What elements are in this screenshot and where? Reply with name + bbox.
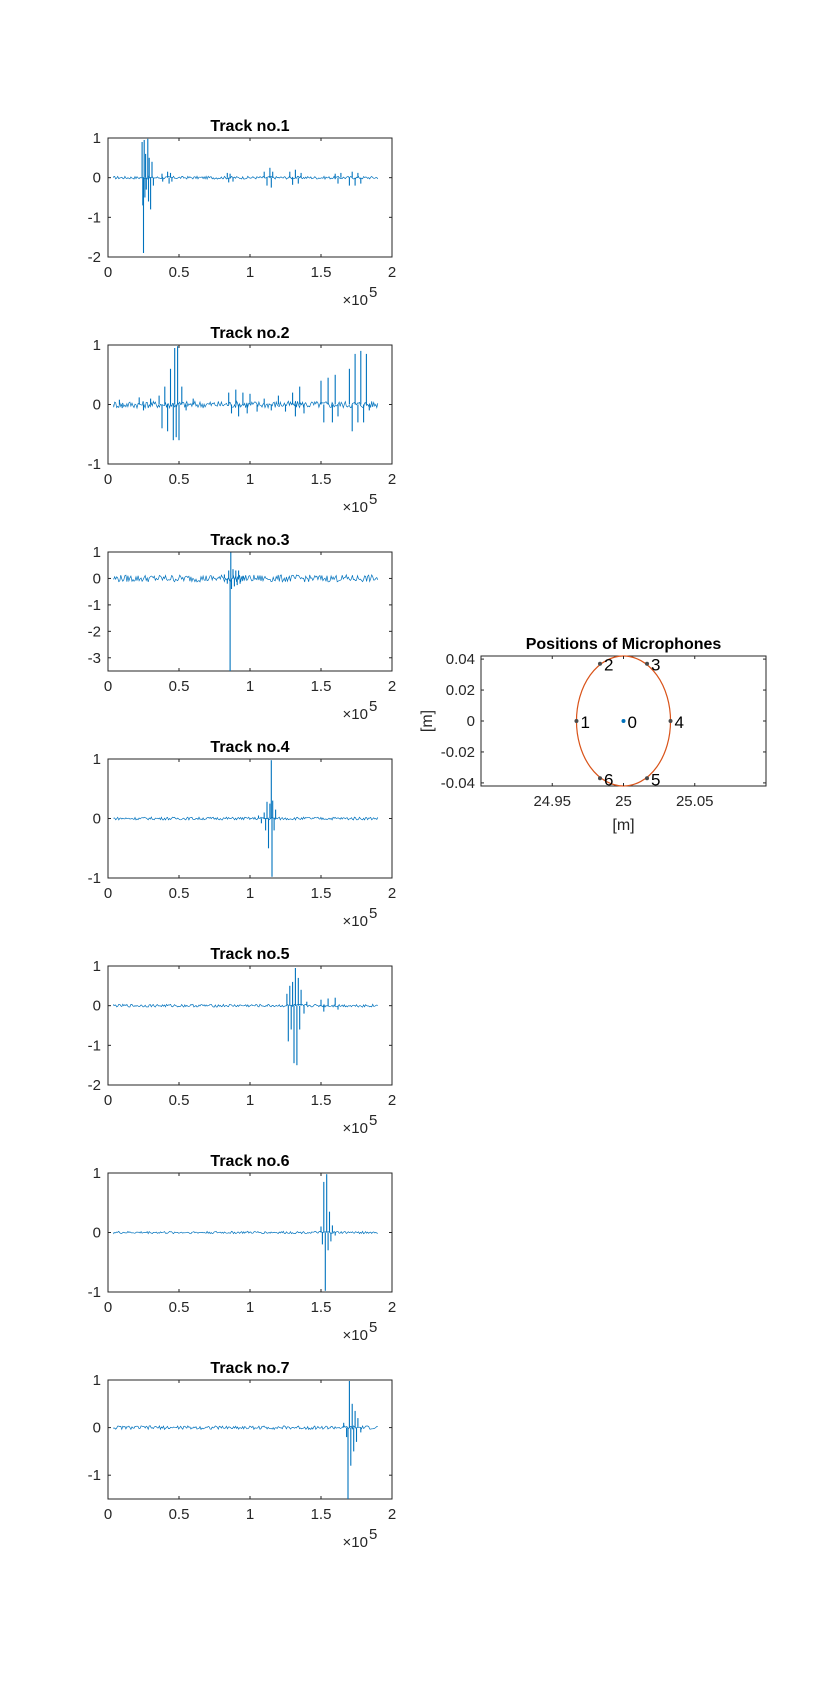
x-tick-label: 1	[245, 678, 255, 695]
x-tick-label: 0.5	[168, 1299, 190, 1316]
x-tick-label: 0	[103, 1092, 113, 1109]
track-title: Track no.5	[210, 946, 290, 963]
x-tick-label: 0.5	[168, 885, 190, 902]
x-tick-label: 0.5	[168, 1092, 190, 1109]
y-tick-label: -3	[87, 649, 101, 667]
x-tick-label: 1	[245, 264, 255, 281]
y-tick-label: -1	[87, 870, 101, 887]
y-tick-label: 1	[92, 1372, 101, 1389]
x-exponent-label: ×10	[342, 706, 368, 723]
x-exponent-power: 5	[369, 698, 378, 715]
microphone-point-1	[574, 719, 578, 723]
y-tick-label: -2	[87, 1077, 101, 1094]
x-tick-label: 0.5	[168, 264, 190, 281]
microphone-label-6: 6	[603, 770, 614, 790]
x-tick-label: 1	[245, 885, 255, 902]
x-tick-label: 24.95	[533, 793, 572, 810]
x-exponent-label: ×10	[342, 1534, 368, 1551]
x-tick-label: 0	[103, 471, 113, 488]
x-tick-label: 2	[387, 1299, 397, 1316]
x-tick-label: 0	[103, 264, 113, 281]
x-tick-label: 1.5	[310, 885, 332, 902]
y-tick-label: 0	[92, 396, 101, 414]
y-tick-label: -0.04	[440, 774, 475, 792]
x-exponent-label: ×10	[342, 499, 368, 516]
microphone-point-2	[598, 662, 602, 666]
x-tick-label: 1.5	[310, 678, 332, 695]
x-tick-label: 1	[245, 471, 255, 488]
x-tick-label: 0	[103, 885, 113, 902]
x-exponent-power: 5	[369, 1526, 378, 1543]
track-panel-4	[88, 739, 397, 930]
x-tick-label: 0	[103, 678, 113, 695]
y-tick-label: -1	[87, 209, 101, 227]
y-tick-label: -1	[87, 1037, 101, 1055]
y-tick-label: 0	[92, 169, 101, 187]
x-tick-label: 0	[103, 1506, 113, 1523]
microphone-label-4: 4	[674, 713, 684, 732]
x-tick-label: 0	[103, 1299, 113, 1316]
x-tick-label: 0.5	[168, 1506, 190, 1523]
x-tick-label: 0.5	[168, 678, 190, 695]
track-title: Track no.6	[210, 1153, 290, 1170]
y-tick-label: -1	[87, 456, 101, 473]
y-tick-label: -1	[87, 1467, 101, 1485]
mic-title: Positions of Microphones	[525, 636, 722, 653]
track-panel-1	[88, 118, 397, 309]
track-panel-2	[88, 325, 397, 516]
x-tick-label: 2	[387, 678, 397, 695]
x-axis-label: [m]	[612, 817, 635, 834]
y-tick-label: 0	[92, 1224, 101, 1242]
x-tick-label: 1.5	[310, 1092, 332, 1109]
track-title: Track no.7	[210, 1360, 290, 1377]
track-title: Track no.1	[210, 118, 290, 135]
x-tick-label: 2	[387, 264, 397, 281]
y-tick-label: 1	[92, 130, 101, 147]
x-tick-label: 1.5	[310, 264, 332, 281]
microphone-label-5: 5	[651, 770, 661, 790]
y-tick-label: 1	[92, 337, 101, 354]
microphone-point-4	[669, 719, 673, 723]
y-axis-label: [m]	[419, 709, 436, 733]
x-exponent-label: ×10	[342, 913, 368, 930]
y-tick-label: -1	[87, 596, 101, 614]
x-exponent-label: ×10	[342, 1327, 368, 1344]
x-tick-label: 1.5	[310, 471, 332, 488]
x-exponent-label: ×10	[342, 1120, 368, 1137]
y-tick-label: -1	[87, 1284, 101, 1301]
x-tick-label: 25	[615, 793, 632, 810]
x-tick-label: 2	[387, 471, 397, 488]
y-tick-label: 1	[92, 958, 101, 975]
y-tick-label: -2	[87, 623, 101, 641]
x-tick-label: 25.05	[675, 793, 714, 810]
microphone-label-1: 1	[580, 713, 590, 732]
track-panel-5	[88, 946, 397, 1137]
y-tick-label: 0	[92, 570, 101, 588]
y-tick-label: 1	[92, 751, 101, 768]
microphone-label-3: 3	[651, 655, 661, 675]
y-tick-label: 0	[92, 1419, 101, 1437]
microphone-point-0	[622, 719, 626, 723]
x-tick-label: 2	[387, 885, 397, 902]
x-tick-label: 2	[387, 1506, 397, 1523]
microphone-point-5	[645, 776, 649, 780]
x-tick-label: 1.5	[310, 1299, 332, 1316]
plot-area	[108, 552, 392, 671]
microphone-label-2: 2	[603, 655, 614, 675]
track-title: Track no.4	[210, 739, 290, 756]
microphone-label-0: 0	[627, 713, 637, 732]
microphone-point-6	[598, 776, 602, 780]
track-panel-7	[88, 1360, 397, 1551]
track-title: Track no.3	[210, 532, 290, 549]
track-panel-6	[88, 1153, 397, 1344]
y-tick-label: 0.04	[445, 651, 475, 669]
y-tick-label: -0.02	[440, 743, 475, 761]
x-tick-label: 1.5	[310, 1506, 332, 1523]
x-exponent-power: 5	[369, 1112, 378, 1129]
x-tick-label: 1	[245, 1092, 255, 1109]
y-tick-label: -2	[87, 249, 101, 266]
x-exponent-power: 5	[369, 491, 378, 508]
track-panels	[88, 118, 397, 1551]
x-tick-label: 1	[245, 1299, 255, 1316]
microphone-point-3	[645, 662, 649, 666]
microphone-positions-panel	[419, 636, 766, 834]
track-title: Track no.2	[210, 325, 290, 342]
x-exponent-label: ×10	[342, 292, 368, 309]
y-tick-label: 0	[92, 810, 101, 828]
y-tick-label: 0.02	[445, 682, 475, 700]
x-tick-label: 2	[387, 1092, 397, 1109]
x-tick-label: 0.5	[168, 471, 190, 488]
y-tick-label: 0	[92, 997, 101, 1015]
x-tick-label: 1	[245, 1506, 255, 1523]
y-tick-label: 1	[92, 1165, 101, 1182]
track-panel-3	[88, 532, 397, 723]
x-exponent-power: 5	[369, 905, 378, 922]
y-tick-label: 0	[466, 713, 475, 730]
plot-area	[108, 966, 392, 1085]
y-tick-label: 1	[92, 544, 101, 561]
x-exponent-power: 5	[369, 1319, 378, 1336]
x-exponent-power: 5	[369, 284, 378, 301]
